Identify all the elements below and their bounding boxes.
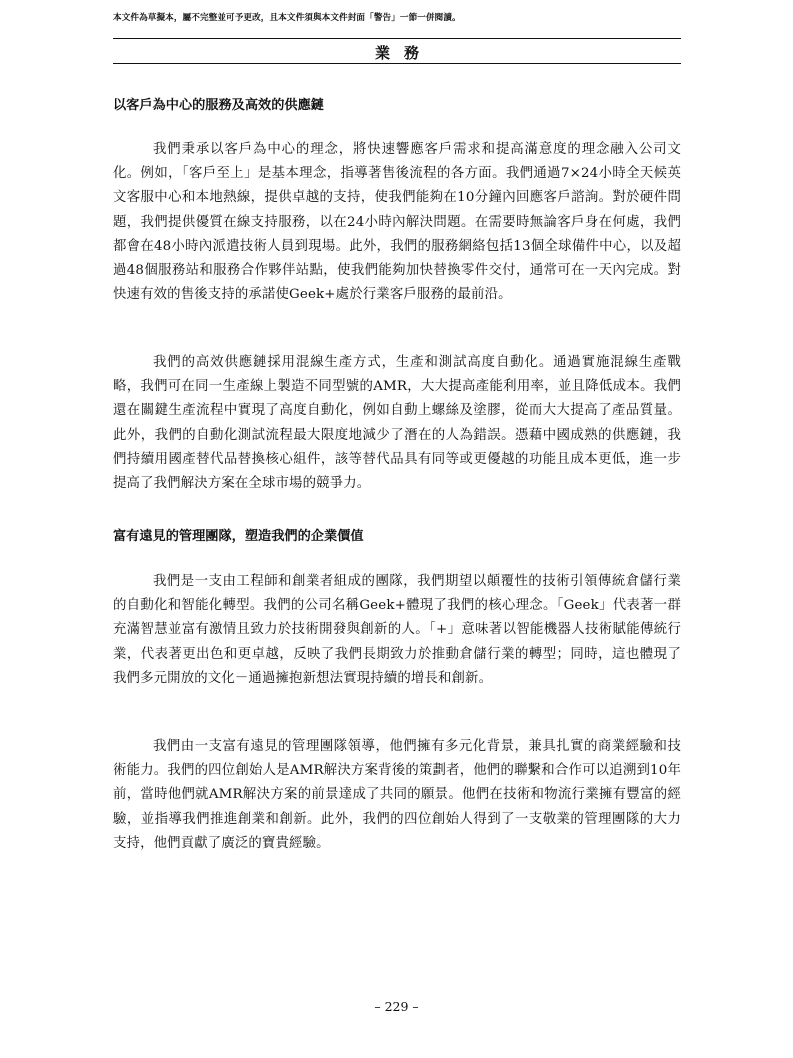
section-heading: 富有遠見的管理團隊，塑造我們的企業價值 [113, 529, 364, 544]
header-rule-bottom [113, 63, 681, 64]
section-title: 業務 [374, 44, 433, 62]
page-number: – 229 – [374, 999, 419, 1014]
draft-disclaimer: 本文件為草擬本，屬不完整並可予更改，且本文件須與本文件封面「警告」一節一併閱讀。 [113, 13, 461, 23]
paragraph: 我們是一支由工程師和創業者組成的團隊，我們期望以顛覆性的技術引領傳統倉儲行業的自動化和智能化轉型。我們的公司名稱Geek+體現了我們的核心理念。「Geek」代表著一群充滿智慧並富有激情且致力於技術開發與創新的人。「+」意味著以智能機器人技術賦能傳統行業，代表著更出色和更卓越，反映了我們長期致力於推動倉儲行業的轉型；同時，這也體現了我們多元開放的文化－通過擁抱新想法實現持續的增長和創新。 [113, 574, 681, 686]
paragraph: 我們由一支富有遠見的管理團隊領導，他們擁有多元化背景，兼具扎實的商業經驗和技術能力。我們的四位創始人是AMR解決方案背後的策劃者，他們的聯繫和合作可以追溯到10年前，當時他們就AMR解決方案的前景達成了共同的願景。他們在技術和物流行業擁有豐富的經驗，並指導我們推進創業和創新。此外，我們的四位創始人得到了一支敬業的管理團隊的大力支持，他們貢獻了廣泛的寶貴經驗。 [113, 739, 681, 851]
paragraph: 我們秉承以客戶為中心的理念，將快速響應客戶需求和提高滿意度的理念融入公司文化。例如，「客戶至上」是基本理念，指導著售後流程的各方面。我們通過7×24小時全天候英文客服中心和本地熱線，提供卓越的支持，使我們能夠在10分鐘內回應客戶諮詢。對於硬件問題，我們提供優質在線支持服務，以在24小時內解決問題。在需要時無論客戶身在何處，我們都會在48小時內派遣技術人員到現場。此外，我們的服務網絡包括13個全球備件中心，以及超過48個服務站和服務合作夥伴站點，使我們能夠加快替換零件交付，通常可在一天內完成。對快速有效的售後支持的承諾使Geek+處於行業客戶服務的最前沿。 [113, 142, 681, 303]
header-rule-top [113, 38, 681, 39]
paragraph: 我們的高效供應鏈採用混線生產方式，生產和測試高度自動化。通過實施混線生產戰略，我們可在同一生產線上製造不同型號的AMR，大大提高產能利用率，並且降低成本。我們還在關鍵生產流程中實現了高度自動化，例如自動上螺絲及塗膠，從而大大提高了產品質量。此外，我們的自動化測試流程最大限度地減少了潛在的人為錯誤。憑藉中國成熟的供應鏈，我們持續用國產替代品替換核心組件，該等替代品具有同等或更優越的功能且成本更低，進一步提高了我們解決方案在全球市場的競爭力。 [113, 355, 681, 492]
section-heading: 以客戶為中心的服務及高效的供應鏈 [113, 98, 324, 113]
